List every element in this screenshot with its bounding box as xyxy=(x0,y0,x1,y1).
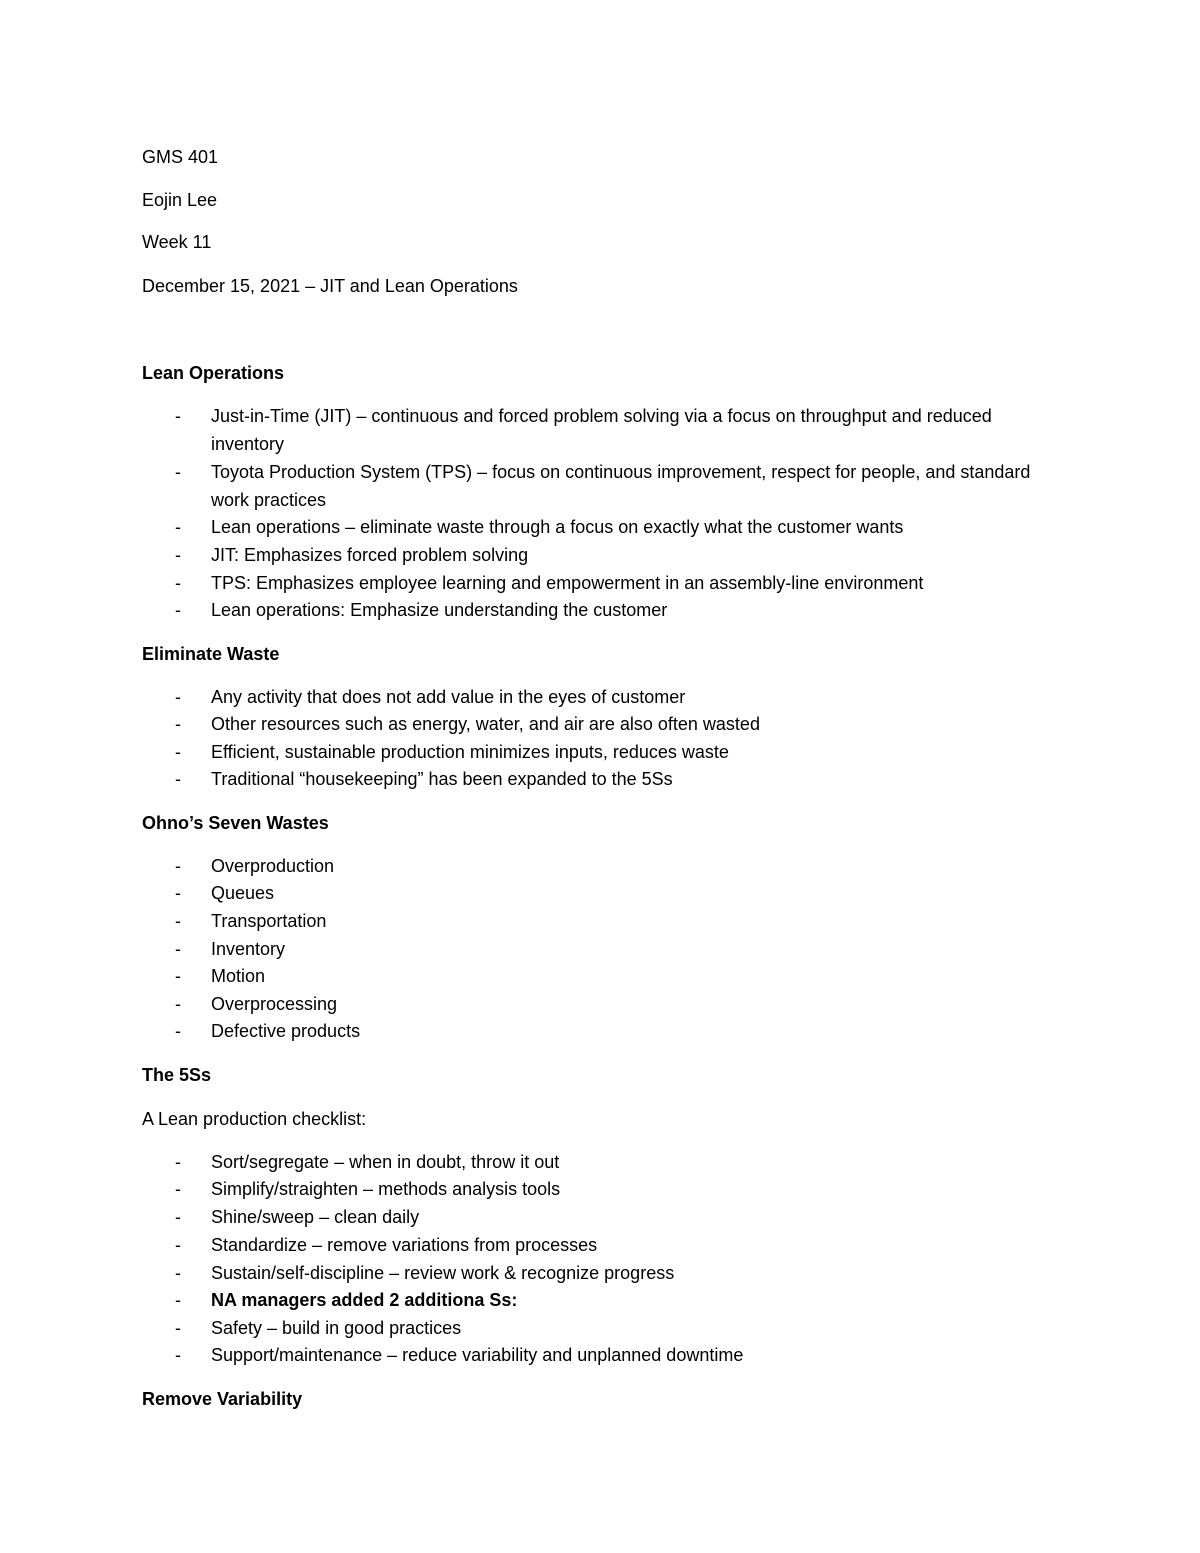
bullet-dash: - xyxy=(175,687,181,707)
bullet-dash: - xyxy=(175,1290,181,1310)
bullet-dash: - xyxy=(175,1179,181,1199)
list-item-text: Overproduction xyxy=(211,856,335,876)
list-item xyxy=(0,1151,1200,1173)
bullet-dash: - xyxy=(175,769,181,789)
list-item-text: Toyota Production System (TPS) – focus on continuous improvement, respect for people, and standard work practices xyxy=(211,462,1031,510)
list-item-text: Lean operations – eliminate waste through a focus on exactly what the customer wants xyxy=(211,517,904,537)
list-item-text: TPS: Emphasizes employee learning and empowerment in an assembly-line environment xyxy=(211,573,924,593)
week-label: Week 11 xyxy=(142,232,212,252)
list-item-text: NA managers added 2 additiona Ss: xyxy=(211,1290,518,1310)
list-item-text: Other resources such as energy, water, and air are also often wasted xyxy=(211,714,760,734)
section-heading-lean-operations: Lean Operations xyxy=(142,363,285,383)
list-item-text: Overprocessing xyxy=(211,994,338,1014)
list-item-text: Traditional “housekeeping” has been expanded to the 5Ss xyxy=(211,769,673,789)
course-code: GMS 401 xyxy=(142,147,219,167)
bullet-dash: - xyxy=(175,966,181,986)
list-item-text: Simplify/straighten – methods analysis tools xyxy=(211,1179,561,1199)
list-item-text: Transportation xyxy=(211,911,327,931)
list-item xyxy=(0,516,1200,538)
bullet-dash: - xyxy=(175,545,181,565)
list-item xyxy=(0,713,1200,735)
list-item-text: Just-in-Time (JIT) – continuous and forced problem solving via a focus on throughput and reduced inventory xyxy=(211,406,992,454)
bullet-dash: - xyxy=(175,600,181,620)
list-item xyxy=(0,1020,1200,1042)
bullet-dash: - xyxy=(175,742,181,762)
bullet-dash: - xyxy=(175,714,181,734)
list-item xyxy=(0,768,1200,790)
list-item-text: Inventory xyxy=(211,939,286,959)
bullet-dash: - xyxy=(175,1152,181,1172)
list-item xyxy=(0,855,1200,877)
bullet-dash: - xyxy=(175,517,181,537)
list-item xyxy=(0,572,1200,594)
bullet-dash: - xyxy=(175,1021,181,1041)
list-item-text: Lean operations: Emphasize understanding the customer xyxy=(211,600,668,620)
bullet-dash: - xyxy=(175,573,181,593)
bullet-dash: - xyxy=(175,1207,181,1227)
list-item xyxy=(0,1178,1200,1200)
list-item-text: Standardize – remove variations from processes xyxy=(211,1235,598,1255)
author-name: Eojin Lee xyxy=(142,190,218,210)
list-item-text: Any activity that does not add value in the eyes of customer xyxy=(211,687,686,707)
list-item xyxy=(0,686,1200,708)
list-item xyxy=(0,965,1200,987)
list-item xyxy=(0,599,1200,621)
bullet-dash: - xyxy=(175,462,181,482)
bullet-dash: - xyxy=(175,911,181,931)
list-item xyxy=(0,1317,1200,1339)
bullet-dash: - xyxy=(175,883,181,903)
list-item-text: Sustain/self-discipline – review work & recognize progress xyxy=(211,1263,675,1283)
list-item xyxy=(0,993,1200,1015)
section-heading-seven-wastes: Ohno’s Seven Wastes xyxy=(142,813,329,833)
list-item-text: Support/maintenance – reduce variability and unplanned downtime xyxy=(211,1345,744,1365)
bullet-dash: - xyxy=(175,856,181,876)
list-item-text: Efficient, sustainable production minimizes inputs, reduces waste xyxy=(211,742,729,762)
list-item-text: Motion xyxy=(211,966,266,986)
list-item-text: Safety – build in good practices xyxy=(211,1318,462,1338)
list-item xyxy=(0,1344,1200,1366)
list-item-text: Shine/sweep – clean daily xyxy=(211,1207,420,1227)
list-item xyxy=(0,741,1200,763)
list-item xyxy=(0,1234,1200,1256)
list-item xyxy=(0,461,1200,510)
list-item-text: Defective products xyxy=(211,1021,361,1041)
list-item xyxy=(0,882,1200,904)
bullet-dash: - xyxy=(175,1235,181,1255)
list-item xyxy=(0,544,1200,566)
list-item xyxy=(0,1289,1200,1311)
bullet-dash: - xyxy=(175,994,181,1014)
section-heading-five-ss: The 5Ss xyxy=(142,1065,212,1085)
list-item-text: Queues xyxy=(211,883,275,903)
bullet-dash: - xyxy=(175,406,181,426)
checklist-intro: A Lean production checklist: xyxy=(142,1109,367,1129)
bullet-dash: - xyxy=(175,1263,181,1283)
list-item-text: Sort/segregate – when in doubt, throw it out xyxy=(211,1152,560,1172)
list-item xyxy=(0,405,1200,454)
section-heading-eliminate-waste: Eliminate Waste xyxy=(142,644,280,664)
date-topic: December 15, 2021 – JIT and Lean Operations xyxy=(142,276,518,296)
list-item-text: JIT: Emphasizes forced problem solving xyxy=(211,545,529,565)
bullet-dash: - xyxy=(175,1318,181,1338)
list-item xyxy=(0,1206,1200,1228)
list-item xyxy=(0,938,1200,960)
bullet-dash: - xyxy=(175,1345,181,1365)
section-heading-remove-variability: Remove Variability xyxy=(142,1389,303,1409)
list-item xyxy=(0,910,1200,932)
bullet-dash: - xyxy=(175,939,181,959)
list-item xyxy=(0,1262,1200,1284)
